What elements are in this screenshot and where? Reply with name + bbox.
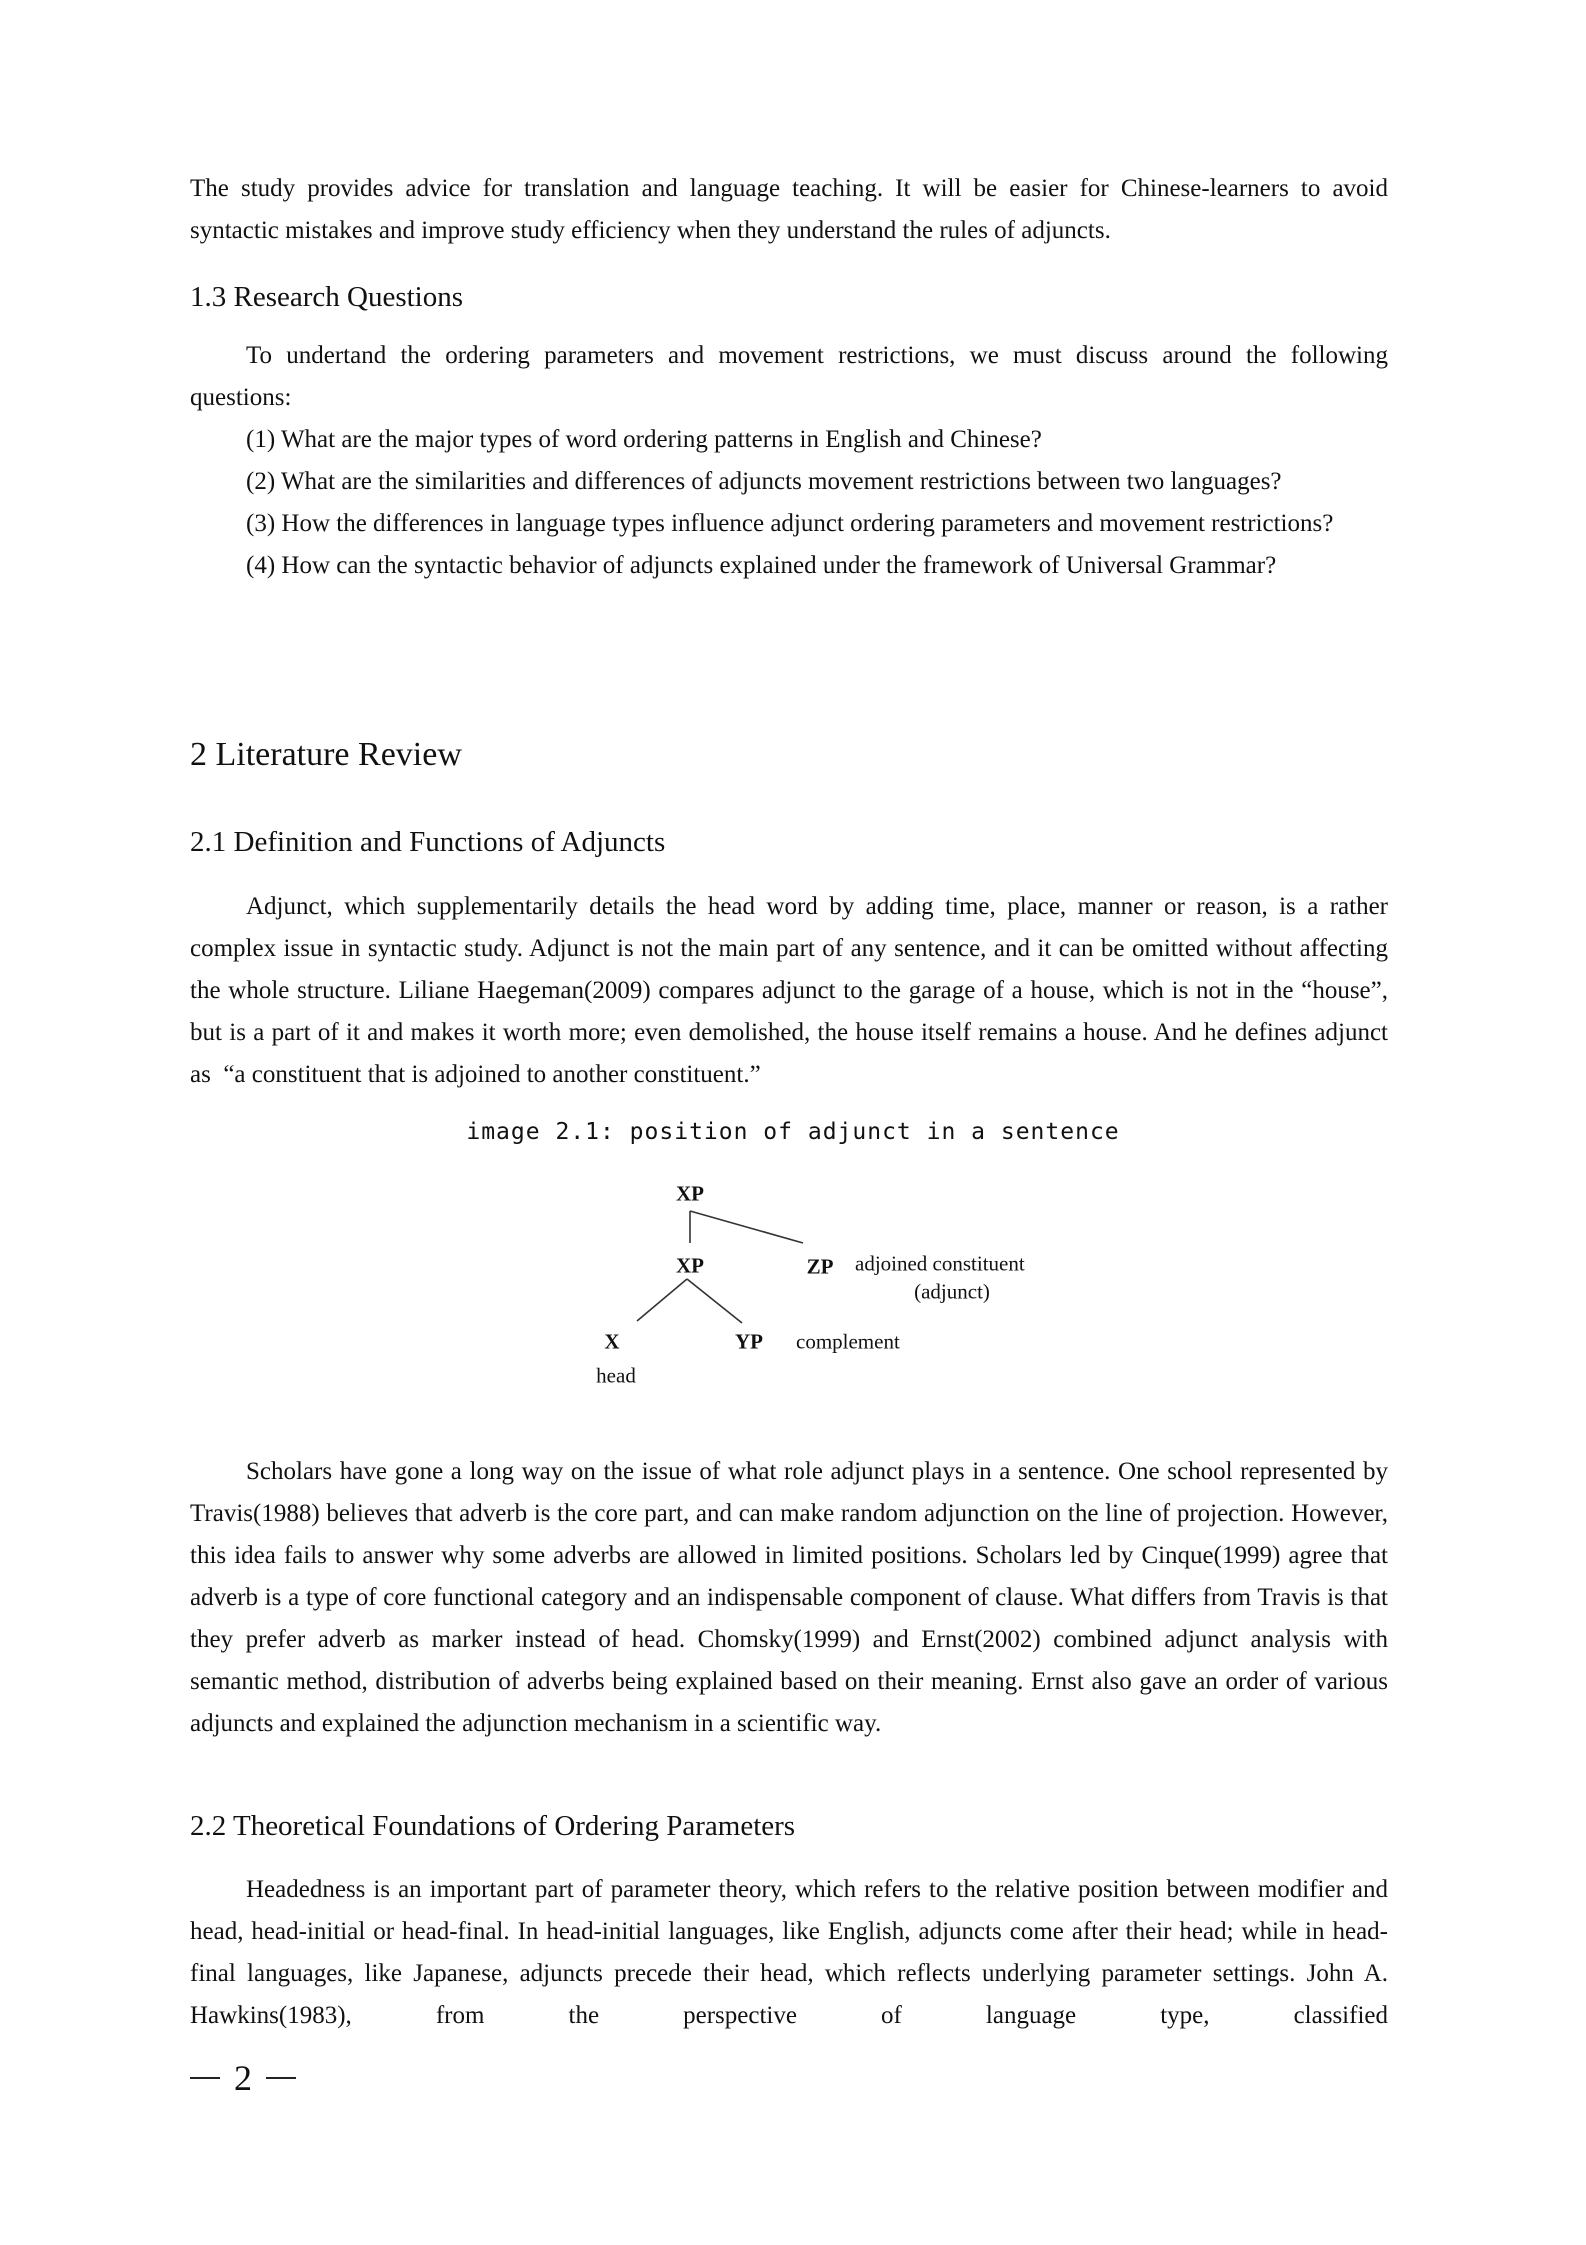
page-number — [190, 2058, 296, 2098]
scholars-paragraph: Scholars have gone a long way on the issue of what role adjunct plays in a sentence. One school represented by Travis(1988) believes that adverb is the core part, and can make random adjunction on the line of projection. However, this idea fails to answer why some adverbs are allowed in limited positions. Scholars led by Cinque(1999) agree that adverb is a type of core functional category and an indispensable component of clause. What differs from Travis is that they prefer adverb as marker instead of head. Chomsky(1999) and Ernst(2002) combined adjunct analysis with semantic method, distribution of adverbs being explained based on their meaning. Ernst also gave an order of various adjuncts and explained the adjunction mechanism in a scientific way. — [190, 1458, 1388, 1737]
section-2-1-body-2 — [190, 1451, 1388, 1745]
tree-label-head: head — [596, 1363, 636, 1388]
intro-block — [190, 168, 1388, 252]
adjunct-definition-paragraph: Adjunct, which supplementarily details the head word by adding time, place, manner or reason, is a rather complex issue in syntactic study. Adjunct is not the main part of any sentence, and it can be omitted without affecting the whole structure. Liliane Haegeman(2009) compares adjunct to the garage of a house, which is not in the “house”, but is a part of it and makes it worth more; even demolished, the house itself remains a house. And he defines adjunct as “a constituent that is adjoined to another constituent.” — [190, 893, 1388, 1088]
tree-node-x: X — [604, 1329, 620, 1354]
tree-label-adjunct: (adjunct) — [914, 1279, 990, 1304]
section-heading-1-3: 1.3 Research Questions — [190, 281, 464, 313]
research-question-1: (1) What are the major types of word ordering patterns in English and Chinese? — [246, 426, 1042, 453]
section-2-2-body — [190, 1869, 1388, 2037]
tree-node-yp: YP — [735, 1329, 763, 1354]
tree-label-complement: complement — [796, 1329, 900, 1354]
section-2-1-body — [190, 886, 1388, 1096]
intro-paragraph: The study provides advice for translation and language teaching. It will be easier for Chinese-learners to avoid syntactic mistakes and improve study efficiency when they understand the rules of adjuncts. — [190, 175, 1388, 244]
section-heading-2-1: 2.1 Definition and Functions of Adjuncts — [190, 826, 666, 858]
chapter-2 — [190, 733, 1388, 777]
tree-label-adjoined-constituent: adjoined constituent — [855, 1251, 1025, 1276]
section-2-2 — [190, 1806, 1388, 1846]
page-number-value: 2 — [234, 2058, 252, 2098]
section-1-3 — [190, 277, 1388, 317]
section-2-1 — [190, 822, 1388, 862]
research-question-3: (3) How the differences in language types influence adjunct ordering parameters and movement restrictions? — [246, 510, 1334, 537]
headedness-paragraph: Headedness is an important part of parameter theory, which refers to the relative position between modifier and head, head-initial or head-final. In head-initial languages, like English, adjuncts come after their head; while in head-final languages, like Japanese, adjuncts precede their head, which reflects underlying parameter settings. John A. Hawkins(1983), from the perspective of language type, classified — [190, 1876, 1388, 2029]
research-questions-lead: To undertand the ordering parameters and movement restrictions, we must discuss around the following questions: — [190, 342, 1388, 411]
research-question-4: (4) How can the syntactic behavior of adjuncts explained under the framework of Universal Grammar? — [246, 552, 1277, 579]
section-heading-2-2: 2.2 Theoretical Foundations of Ordering Parameters — [190, 1810, 796, 1842]
research-question-2: (2) What are the similarities and differences of adjuncts movement restrictions between two languages? — [246, 468, 1282, 495]
figure-caption: image 2.1: position of adjunct in a sentence — [466, 1119, 1120, 1145]
tree-node-xp-root: XP — [676, 1181, 704, 1206]
tree-node-xp-mid: XP — [676, 1253, 704, 1278]
research-questions-block — [190, 335, 1388, 587]
page-number-dash-left — [190, 2077, 220, 2079]
tree-node-zp: ZP — [806, 1254, 834, 1279]
page-number-dash-right — [266, 2077, 296, 2079]
chapter-heading-2: 2 Literature Review — [190, 736, 462, 773]
